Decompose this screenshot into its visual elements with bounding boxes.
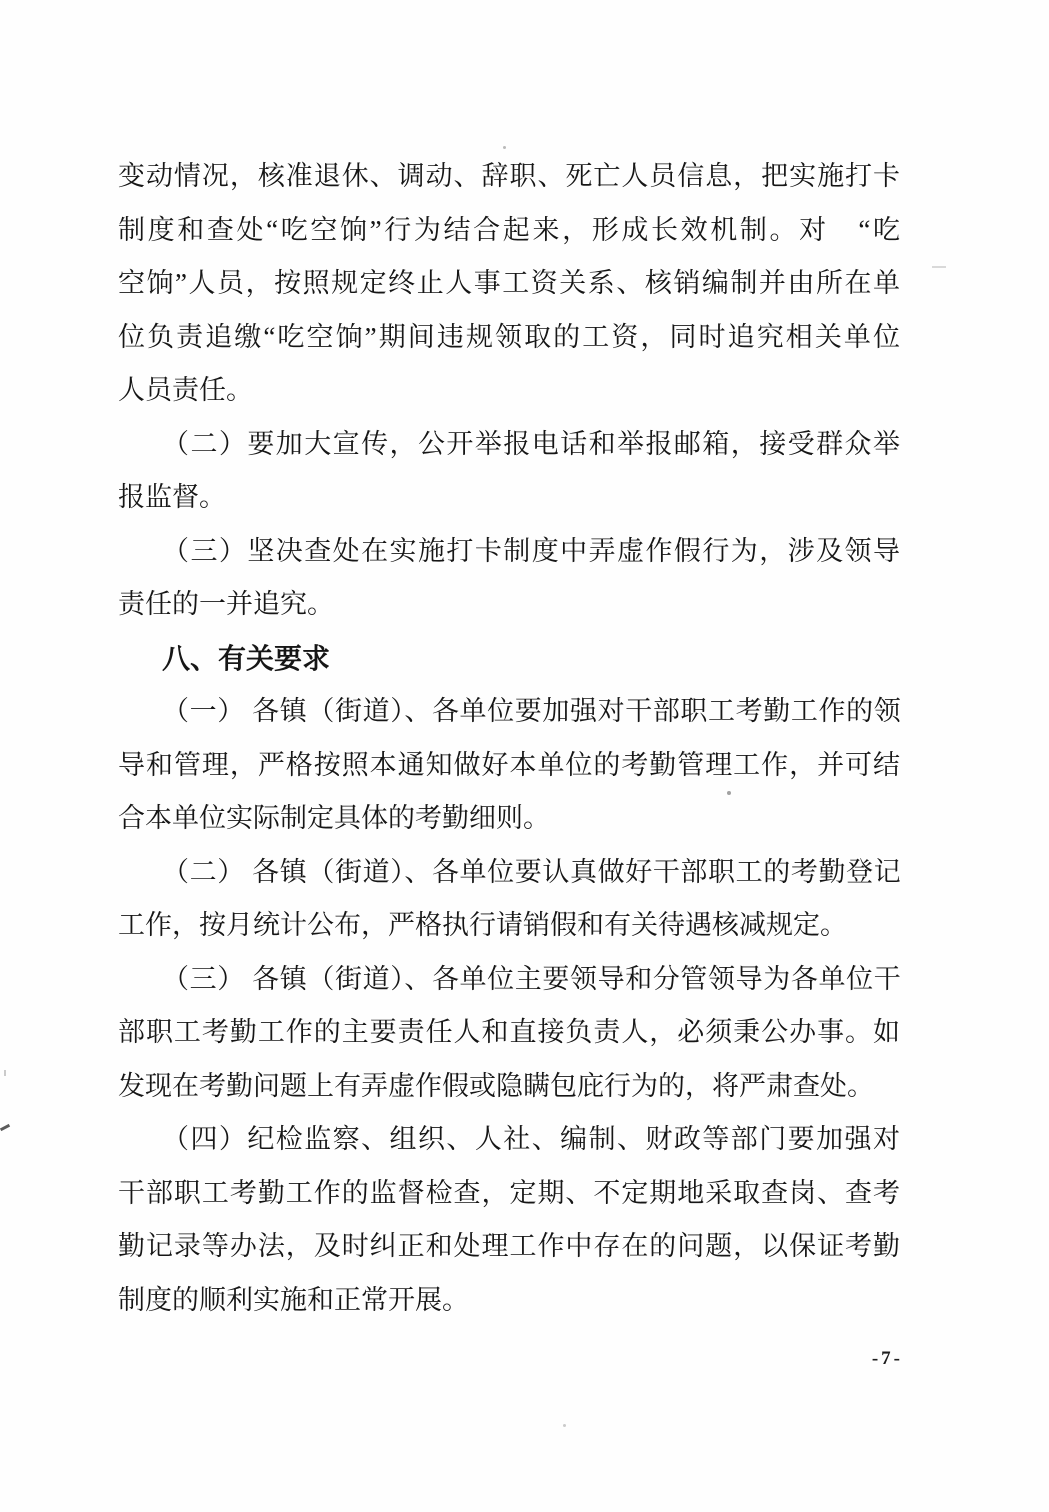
text-line: 报监督。 — [118, 482, 226, 512]
text-line: 位负责追缴“吃空饷”期间违规领取的工资，同时追究相关单位 — [118, 321, 900, 352]
text-line: （三）坚决查处在实施打卡制度中弄虚作假行为，涉及领导 — [162, 535, 900, 566]
page-number: -7- — [871, 1348, 903, 1369]
text-line: 变动情况，核准退休、调动、辞职、死亡人员信息，把实施打卡 — [118, 161, 900, 191]
text-line: 发现在考勤问题上有弄虚作假或隐瞒包庇行为的，将严肃查处。 — [118, 1070, 874, 1101]
text-line: 合本单位实际制定具体的考勤细则。 — [118, 803, 550, 833]
text-line: （二） 各镇（街道）、各单位要认真做好干部职工的考勤登记 — [162, 856, 900, 887]
text-line: （三） 各镇（街道）、各单位主要领导和分管领导为各单位干 — [162, 963, 900, 994]
text-line: 责任的一并追究。 — [118, 589, 334, 619]
scan-tick-artifact — [0, 1124, 10, 1131]
text-line: 制度的顺利实施和正常开展。 — [118, 1284, 469, 1315]
scan-speck — [4, 1070, 6, 1076]
text-line: 制度和查处“吃空饷”行为结合起来，形成长效机制。对 “吃 — [118, 214, 900, 245]
text-line: （四）纪检监察、组织、人社、编制、财政等部门要加强对 — [162, 1124, 900, 1154]
scan-speck — [503, 146, 506, 149]
scan-speck — [932, 266, 946, 268]
text-line: （二）要加大宣传，公开举报电话和举报邮箱，接受群众举 — [162, 428, 900, 459]
scan-speck — [727, 791, 731, 795]
text-line: 干部职工考勤工作的监督检查，定期、不定期地采取查岗、查考 — [118, 1177, 900, 1208]
text-line: 人员责任。 — [118, 375, 253, 405]
text-line: 勤记录等办法，及时纠正和处理工作中存在的问题，以保证考勤 — [118, 1231, 900, 1261]
document-body — [118, 150, 900, 1327]
text-line: （一） 各镇（街道）、各单位要加强对干部职工考勤工作的领 — [162, 696, 900, 726]
scan-speck — [563, 1424, 566, 1427]
section-heading: 八、有关要求 — [162, 642, 331, 674]
text-line: 工作，按月统计公布，严格执行请销假和有关待遇核减规定。 — [118, 910, 847, 940]
text-line: 部职工考勤工作的主要责任人和直接负责人，必须秉公办事。如 — [118, 1017, 900, 1047]
text-line: 空饷”人员，按照规定终止人事工资关系、核销编制并由所在单 — [118, 268, 900, 298]
text-line: 导和管理，严格按照本通知做好本单位的考勤管理工作，并可结 — [118, 749, 900, 780]
